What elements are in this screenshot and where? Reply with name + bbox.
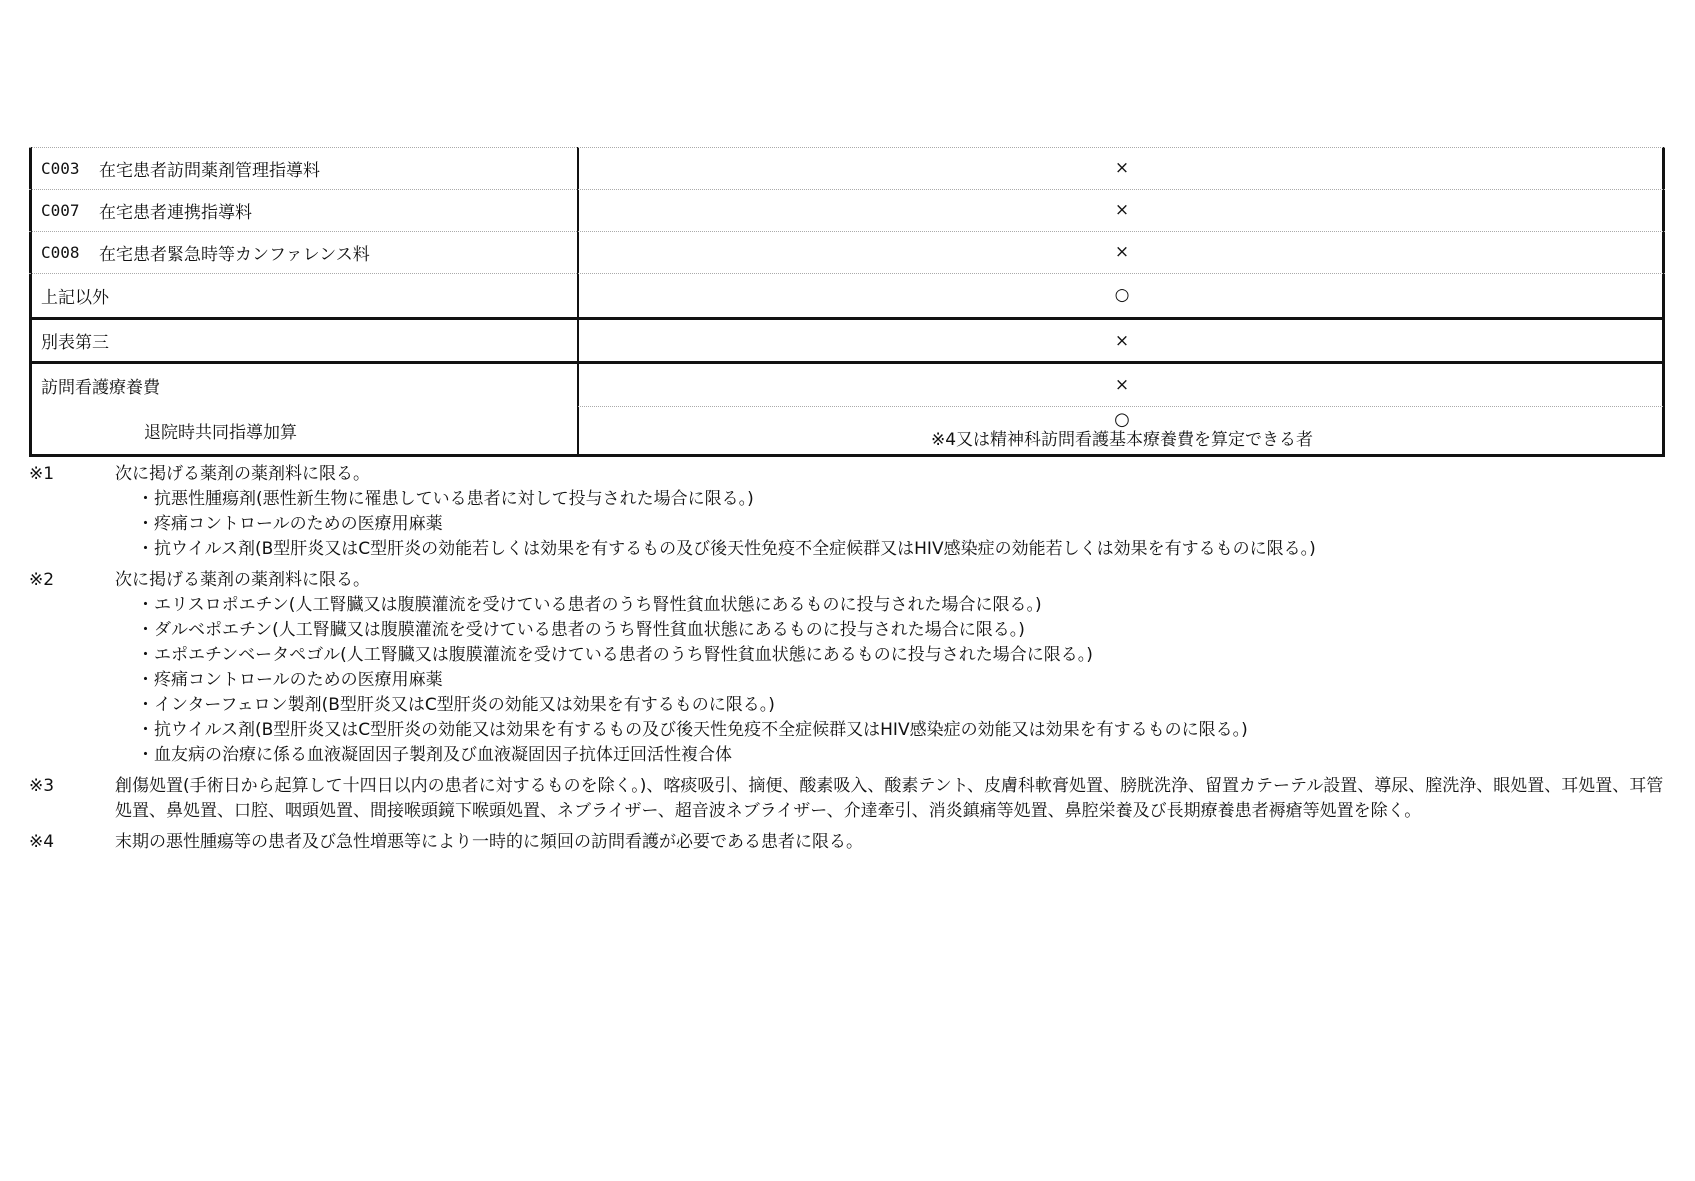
footnote-item: ・疼痛コントロールのための医療用麻薬: [137, 670, 443, 690]
footnote: [29, 568, 1669, 768]
table-row: [29, 406, 1665, 454]
item-name: 在宅患者訪問薬剤管理指導料: [99, 160, 320, 181]
footnote-mark: ※4: [29, 832, 55, 852]
item-name: 在宅患者連携指導料: [99, 202, 252, 223]
footnote-mark: ※3: [29, 776, 55, 796]
footnote-mark: ※1: [29, 464, 55, 484]
footnotes: [29, 462, 1669, 861]
item-name: 在宅患者緊急時等カンファレンス料: [99, 244, 370, 265]
item-value: ○: [1114, 409, 1130, 430]
footnote-item: ・抗ウイルス剤(B型肝炎又はC型肝炎の効能若しくは効果を有するもの及び後天性免疫不全症候群又はHIV感染症の効能若しくは効果を有するものに限る。): [137, 539, 1316, 559]
item-code: C007: [41, 200, 80, 220]
footnote-item: ・抗ウイルス剤(B型肝炎又はC型肝炎の効能又は効果を有するもの及び後天性免疫不全症候群又はHIV感染症の効能又は効果を有するものに限る。): [137, 720, 1248, 740]
footnote-item: ・エリスロポエチン(人工腎臓又は腹膜灌流を受けている患者のうち腎性貧血状態にあるものに投与された場合に限る。): [137, 595, 1042, 615]
footnote-item: ・疼痛コントロールのための医療用麻薬: [137, 514, 443, 534]
table-row: [29, 273, 1665, 317]
table-border-bottom: [29, 454, 1665, 457]
footnote-item: ・エポエチンベータペゴル(人工腎臓又は腹膜灌流を受けている患者のうち腎性貧血状態にあるものに投与された場合に限る。): [137, 645, 1093, 665]
item-name: 退院時共同指導加算: [144, 422, 297, 443]
table-row: [29, 147, 1665, 189]
item-name: 訪問看護療養費: [41, 377, 160, 398]
footnote-mark: ※2: [29, 570, 55, 590]
footnote-item: ・抗悪性腫瘍剤(悪性新生物に罹患している患者に対して投与された場合に限る。): [137, 489, 754, 509]
item-value: ○: [1114, 285, 1130, 305]
item-name: 別表第三: [41, 333, 109, 353]
item-value: ×: [1114, 242, 1130, 262]
item-note: ※4又は精神科訪問看護基本療養費を算定できる者: [930, 430, 1314, 450]
item-value: ×: [1114, 158, 1130, 178]
footnote-item: ・インターフェロン製剤(B型肝炎又はC型肝炎の効能又は効果を有するものに限る。): [137, 695, 775, 715]
footnote-item: ・血友病の治療に係る血液凝固因子製剤及び血液凝固因子抗体迂回活性複合体: [137, 745, 732, 765]
insurance-table: [29, 147, 1665, 457]
table-row: [29, 231, 1665, 273]
footnote: [29, 774, 1669, 824]
item-name: 上記以外: [41, 287, 109, 308]
footnote: [29, 462, 1669, 562]
item-code: C003: [41, 158, 80, 178]
footnote: [29, 830, 1669, 855]
footnote-text: 次に掲げる薬剤の薬剤料に限る。: [115, 570, 370, 590]
footnote-text: 次に掲げる薬剤の薬剤料に限る。: [115, 464, 370, 484]
table-row: [29, 364, 1665, 406]
item-value: ×: [1114, 200, 1130, 220]
table-row: [29, 189, 1665, 231]
item-value: ×: [1114, 375, 1130, 395]
footnote-text: 創傷処置(手術日から起算して十四日以内の患者に対するものを除く。)、喀痰吸引、摘便、酸素吸入、酸素テント、皮膚科軟膏処置、膀胱洗浄、留置カテーテル設置、導尿、膣洗浄、眼処置、耳処置、耳管処置、鼻処置、口腔、咽頭処置、間接喉頭鏡下喉頭処置、ネブライザー、超音波ネブライザー、介達牽引、消炎鎮痛等処置、鼻腔栄養及び長期療養患者褥瘡等処置を除く。: [115, 776, 1664, 821]
table-row: [29, 320, 1665, 361]
footnote-text: 末期の悪性腫瘍等の患者及び急性増悪等により一時的に頻回の訪問看護が必要である患者に限る。: [115, 832, 863, 852]
footnote-item: ・ダルベポエチン(人工腎臓又は腹膜灌流を受けている患者のうち腎性貧血状態にあるものに投与された場合に限る。): [137, 620, 1025, 640]
item-code: C008: [41, 242, 80, 262]
item-value: ×: [1114, 330, 1130, 351]
